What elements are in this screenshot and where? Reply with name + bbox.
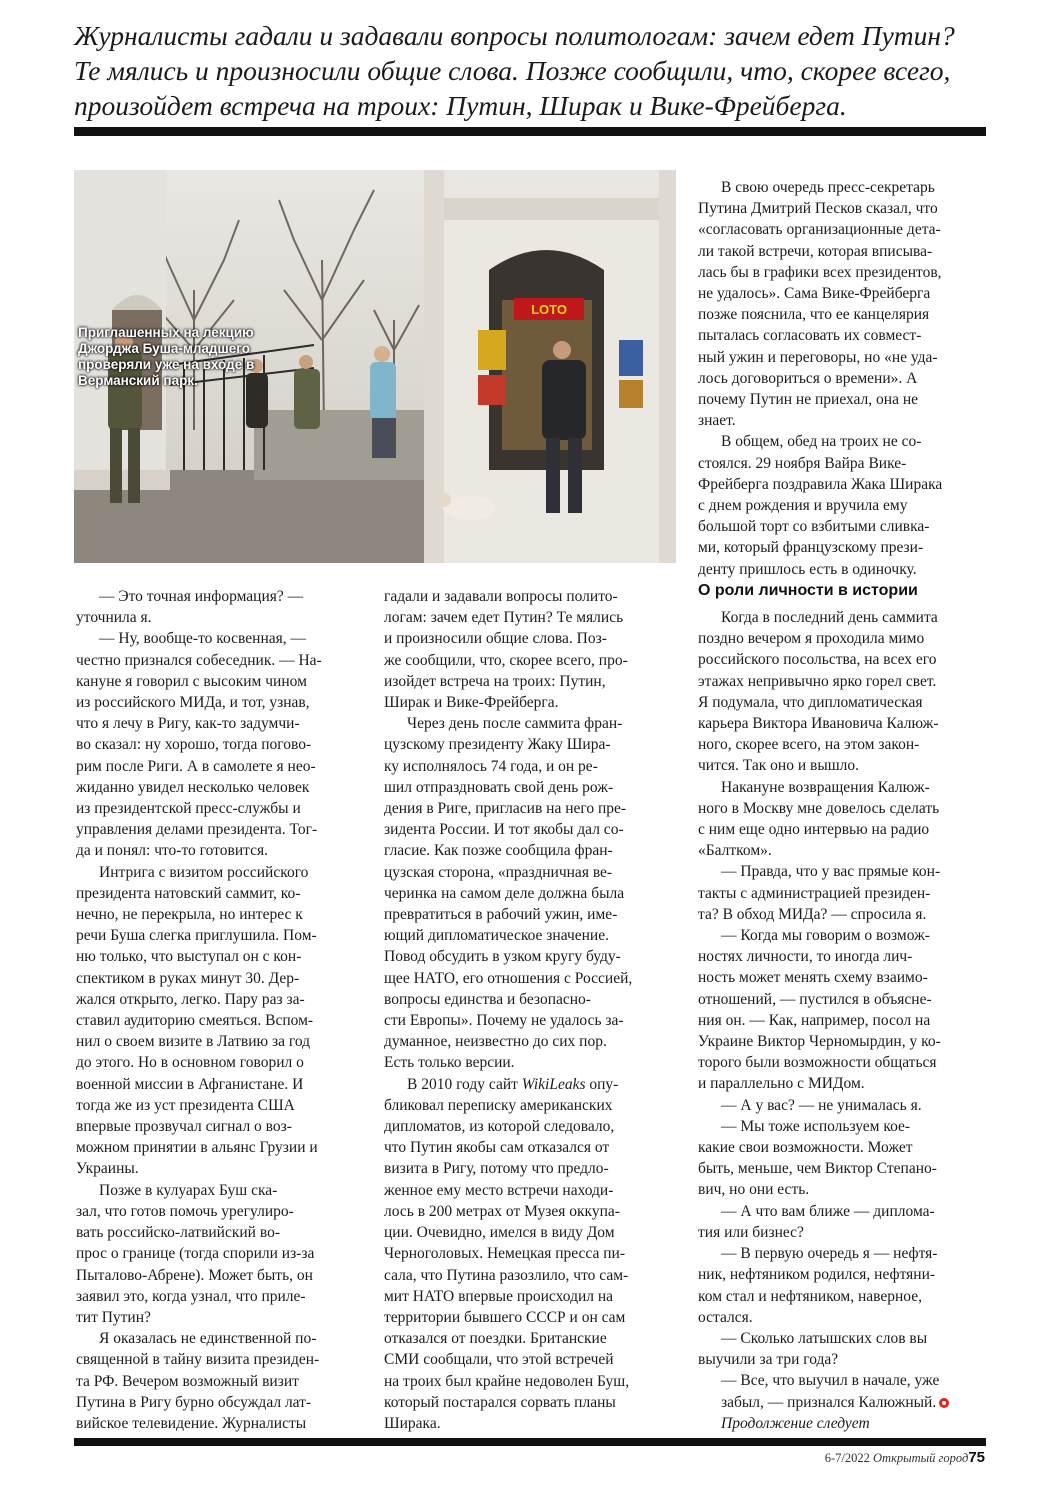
text-line: ком стал и нефтяником, наверное, (698, 1287, 922, 1305)
text-line: — А у вас? — не унималась я. (721, 1096, 922, 1114)
text-line: и произносили общие слова. Поз- (384, 630, 607, 648)
bottom-rule (74, 1438, 986, 1446)
text-line: СМИ сообщали, что этой встречей (384, 1351, 614, 1369)
text-line: ностях личности, то иногда лич- (698, 948, 913, 966)
text-line: можном принятии в альянс Грузии и (76, 1139, 318, 1157)
text-line: позже пояснила, что ее канцелярия (698, 306, 930, 324)
end-line (698, 1392, 988, 1413)
text-line: чится. Так оно и вышло. (698, 757, 860, 775)
text-line: отношений, — пустился в объясне- (698, 990, 932, 1008)
text-line: ющий дипломатическое значение. (384, 927, 609, 945)
text-line: что Путин якобы сам отказался от (384, 1139, 610, 1157)
text-line: бликовал переписку американских (384, 1096, 613, 1114)
text-line: такты с администрацией президен- (698, 884, 931, 902)
text-line: дения в Риге, пригласив на него пре- (384, 800, 627, 818)
text-line: речи Буша слегка приглушила. Пом- (76, 927, 317, 945)
text-line: Путина в Ригу бурно обсуждал лат- (76, 1393, 312, 1411)
text-line: во сказал: ну хорошо, тогда погово- (76, 736, 312, 754)
continued-note: Продолжение следует (721, 1414, 870, 1432)
text-line: ню только, что выступал он с кон- (76, 948, 302, 966)
text-line: гласие. Как позже сообщила фран- (384, 842, 613, 860)
text-line: Черноголовых. Немецкая пресса пи- (384, 1245, 625, 1263)
text-line: заявил это, когда узнал, что приле- (76, 1287, 306, 1305)
text-line: ли такой встречи, которая вписыва- (698, 242, 933, 260)
text-line: территории бывшего СССР и он сам (384, 1308, 626, 1326)
text-line: В 2010 году сайт WikiLeaks опу- (407, 1075, 619, 1093)
text-line: Интрига с визитом российского (99, 863, 309, 881)
text-line: честно признался собеседник. — На- (76, 651, 322, 669)
text-line: Ширака. (384, 1414, 441, 1432)
magazine-name: Открытый город (873, 1451, 969, 1465)
text-line: шил отпраздновать свой день рож- (384, 778, 614, 796)
caption-line: проверяли уже на входе в (78, 357, 255, 372)
text-line: визита в Ригу, потому что предло- (384, 1160, 609, 1178)
text-line: из российского МИДа, и тот, узнав, (76, 694, 310, 712)
text-line: ность может менять схему взаимо- (698, 969, 928, 987)
text-line: большой торт со взбитыми сливка- (698, 518, 930, 536)
text-line: цузскому президенту Жаку Шира- (384, 736, 611, 754)
text-line: ник, нефтяником родился, нефтяни- (698, 1266, 936, 1284)
text-line: этажах непривычно ярко горел свет. (698, 672, 937, 690)
text-line: Я оказалась не единственной по- (99, 1330, 317, 1348)
text-line: выучили за три года? (698, 1351, 839, 1369)
lead-line: Те мялись и произносили общие слова. Позже сообщили, что, скорее всего, (74, 55, 951, 86)
text-line: нил о своем визите в Латвию за год (76, 1033, 311, 1051)
text-line: В свою очередь пресс-секретарь (721, 179, 935, 196)
text-line: — Мы тоже используем кое- (721, 1117, 911, 1135)
text-line: прос о границе (тогда спорили из-за (76, 1245, 315, 1263)
text-line: пыталась согласовать их совмест- (698, 327, 922, 345)
text-line: Пыталово-Абрене). Может быть, он (76, 1266, 313, 1284)
text-line: лось в 200 метрах от Музея оккупа- (384, 1202, 620, 1220)
text-line: который постарался сорвать планы (384, 1393, 616, 1411)
text-line: не удалось». Сама Вике-Фрейберга (698, 285, 931, 303)
text-line: ный ужин и переговоры, но «не уда- (698, 348, 938, 366)
text-line: логам: зачем едет Путин? Те мялись (384, 609, 624, 627)
text-line: Фрейберга поздравила Жака Ширака (698, 475, 943, 493)
text-line: — Это точная информация? — (99, 588, 304, 605)
text-line: Через день после саммита фран- (407, 715, 623, 733)
text-line: денту пришлось есть в одиночку. (698, 560, 917, 578)
text-line: — Сколько латышских слов вы (721, 1329, 928, 1347)
text-line: отказался от поездки. Британские (384, 1330, 607, 1348)
text-line: «согласовать организационные дета- (698, 221, 941, 239)
text-line: стоялся. 29 ноября Вайра Вике- (698, 454, 907, 472)
text-line: ми, который французскому прези- (698, 539, 924, 557)
text-line: торого были возможности общаться (698, 1054, 937, 1072)
text-line: ции. Очевидно, имелся в виду Дом (384, 1224, 615, 1242)
kiosk-sign: LOTO (531, 302, 567, 317)
text-line: — А что вам ближе — диплома- (721, 1202, 935, 1220)
text-line: какие свои возможности. Может (698, 1139, 913, 1157)
text-line: президента натовский саммит, ко- (76, 884, 301, 902)
text-line: знает. (698, 412, 736, 430)
text-line: Есть только версии. (384, 1054, 515, 1072)
text-line: тит Путин? (76, 1308, 151, 1326)
text-line: «Балтком». (698, 842, 772, 860)
text-line: поздно вечером я проходила мимо (698, 630, 925, 648)
wikileaks-italic: WikiLeaks (521, 1075, 586, 1093)
text-line: с ним еще одно интервью на радио (698, 821, 930, 839)
text-line: думанное, неизвестно до сих пор. (384, 1033, 607, 1051)
lead-quote (74, 18, 994, 123)
text-line: Накануне возвращения Калюж- (721, 778, 930, 796)
caption-line: Джорджа Буша-младшего (78, 341, 250, 356)
text-line: российского посольства, на всех его (698, 651, 937, 669)
lead-line: Журналисты гадали и задавали вопросы политологам: зачем едет Путин? (74, 20, 955, 51)
text-line: та? В обход МИДа? — спросила я. (698, 905, 927, 923)
photo-caption (78, 325, 278, 389)
text-line: женное ему место встречи находи- (384, 1181, 614, 1199)
text-line: же сообщили, что, скорее всего, про- (384, 651, 628, 669)
text-line: щее НАТО, его отношения с Россией, (384, 969, 633, 987)
text-line: Путина Дмитрий Песков сказал, что (698, 200, 938, 218)
text-line: ного в Москву мне довелось сделать (698, 799, 940, 817)
text-line: сти Европы». Почему не удалось за- (384, 1012, 624, 1030)
text-line: вать российско-латвийский во- (76, 1224, 280, 1242)
text-line: В общем, обед на троих не со- (721, 433, 922, 451)
caption-line: Верманский парк. (78, 373, 198, 388)
text-line: зидента России. И тот якобы дал со- (384, 821, 624, 839)
text-line: изойдет встреча на троих: Путин, (384, 672, 606, 690)
text-column-1 (76, 586, 368, 1434)
text-line: на троих был крайне недоволен Буш, (384, 1372, 630, 1390)
text-line: до этого. Но в основном говорил о (76, 1054, 304, 1072)
text-line: рим после Риги. А в самолете я нео- (76, 757, 316, 775)
text-line: нечно, не перекрыла, но интерес к (76, 906, 303, 924)
top-rule (74, 127, 986, 136)
text-line: из президентской пресс-службы и (76, 800, 301, 818)
text-line: вич, но они есть. (698, 1181, 810, 1199)
text-line: ного, скорее всего, на этом закон- (698, 736, 920, 754)
text-line: военной миссии в Афганистане. И (76, 1075, 304, 1093)
text-line: священной в тайну визита президен- (76, 1351, 320, 1369)
text-line: почему Путин не приехал, она не (698, 391, 919, 409)
text-line: ставил аудиторию смеяться. Вспом- (76, 1012, 314, 1030)
text-line: жался открыто, легко. Пару раз за- (76, 990, 305, 1008)
end-text: забыл, — признался Калюжный. (721, 1393, 937, 1411)
text-line: ку исполнялось 74 года, и он ре- (384, 757, 598, 775)
section-heading: О роли личности в истории (698, 582, 918, 599)
text-line: Когда в последний день саммита (721, 609, 938, 626)
text-line: ния он. — Как, например, посол на (698, 1011, 931, 1029)
page-footer (825, 1449, 985, 1466)
text-line: с днем рождения и вручила ему (698, 497, 908, 515)
issue-number: 6-7/2022 (824, 1451, 870, 1465)
text-line: тогда же из уст президента США (76, 1096, 295, 1114)
text-line: — В первую очередь я — нефтя- (721, 1245, 938, 1263)
text-line: карьера Виктора Ивановича Калюж- (698, 715, 939, 733)
text-line: — Когда мы говорим о возмож- (721, 927, 930, 945)
page-number: 75 (968, 1449, 985, 1466)
text-line: вийское телевидение. Журналисты (76, 1414, 307, 1432)
text-column-3-top (698, 177, 988, 580)
end-mark-icon (939, 1398, 949, 1408)
text-line: кануне я говорил с высоким чином (76, 672, 307, 690)
text-column-2 (384, 586, 676, 1434)
text-line: цузская сторона, «праздничная ве- (384, 863, 613, 881)
text-column-3-bottom (698, 607, 988, 1434)
text-line: управления делами президента. Тог- (76, 821, 318, 839)
text-line: жиданно увидел несколько человек (76, 778, 310, 796)
text-line: спектиком в руках минут 30. Дер- (76, 969, 300, 987)
text-line: Ширак и Вике-Фрейберга. (384, 694, 559, 712)
text-line: зал, что готов помочь урегулиро- (76, 1202, 294, 1220)
text-line: мит НАТО впервые происходил на (384, 1287, 614, 1305)
text-line: впервые прозвучал сигнал о воз- (76, 1118, 292, 1136)
text-line: гадали и задавали вопросы полито- (384, 588, 618, 605)
text-line: вопросы единства и безопасно- (384, 990, 591, 1008)
text-line: дипломатов, из которой следовало, (384, 1118, 615, 1136)
text-line: Я подумала, что дипломатическая (698, 693, 923, 711)
lead-line: произойдет встреча на троих: Путин, Ширак и Вике-Фрейберга. (74, 90, 847, 121)
text-line: уточнила я. (76, 609, 152, 627)
text-line: что я лечу в Ригу, как-то задумчи- (76, 715, 300, 733)
text-line: Украины. (76, 1160, 139, 1178)
text-line: тия или бизнес? (698, 1223, 804, 1241)
text-line: сала, что Путина разозлило, что сам- (384, 1266, 629, 1284)
text-line: и параллельно с МИДом. (698, 1075, 865, 1093)
text-line: да и понял: что-то готовится. (76, 842, 268, 860)
text-line: та РФ. Вечером возможный визит (76, 1372, 299, 1390)
text-line: — Ну, вообще-то косвенная, — (99, 630, 307, 648)
text-line: лась бы в графики всех президентов, (698, 263, 942, 281)
text-line: превратиться в рабочий ужин, име- (384, 906, 618, 924)
text-line: остался. (698, 1308, 753, 1326)
text-line: черинка на самом деле должна была (384, 884, 625, 902)
text-line: быть, меньше, чем Виктор Степано- (698, 1160, 937, 1178)
text-line: лось договориться о времени». А (698, 369, 918, 387)
text-line: — Правда, что у вас прямые кон- (721, 863, 941, 881)
text-line: Повод обсудить в узком кругу буду- (384, 948, 621, 966)
caption-line: Приглашенных на лекцию (78, 325, 254, 340)
text-line: Позже в кулуарах Буш ска- (99, 1181, 278, 1199)
text-line: Украине Виктор Черномырдин, у ко- (698, 1033, 941, 1051)
text-line: — Все, что выучил в начале, уже (721, 1372, 940, 1390)
